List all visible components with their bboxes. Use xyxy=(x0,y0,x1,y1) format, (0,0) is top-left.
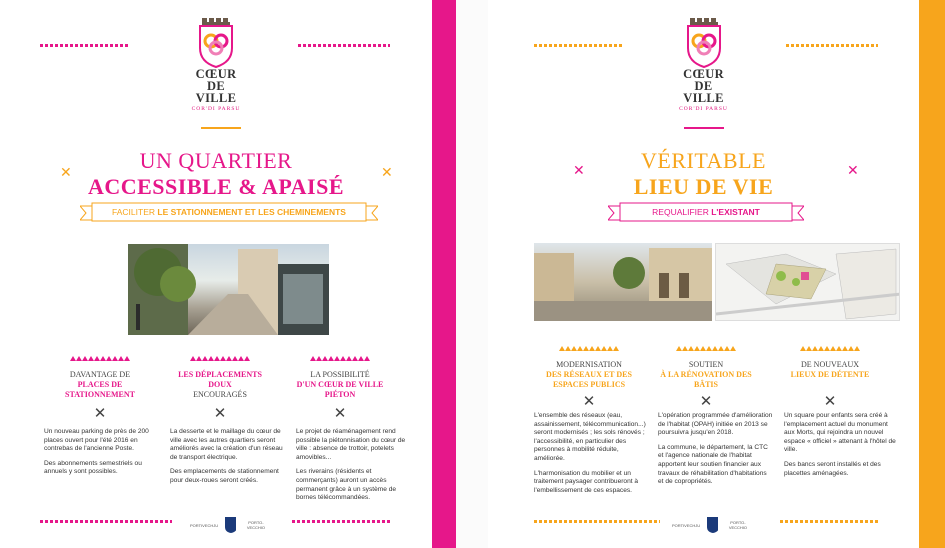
right-ribbon-text xyxy=(608,207,804,217)
ribbon-bold: LE STATIONNEMENT ET LES CHEMINEMENTS xyxy=(157,207,346,217)
zigzag-divider xyxy=(70,356,130,361)
paragraph: Des emplacements de stationnement pour deux-roues seront créés. xyxy=(170,468,279,484)
ribbon-normal: REQUALIFIER xyxy=(652,207,712,217)
col-heading-bold: À LA RÉNOVATION DES BÂTIS xyxy=(660,370,752,389)
left-ribbon xyxy=(80,202,378,224)
cross-icon: ✕ xyxy=(699,393,713,410)
ribbon-bold: L'EXISTANT xyxy=(711,207,760,217)
cross-icon: ✕ xyxy=(333,405,347,422)
brand-name-line1: CŒUR xyxy=(195,67,237,81)
cross-icon: ✕ xyxy=(381,164,393,180)
body-text-3 xyxy=(784,412,899,484)
paragraph: L'opération programmée d'amélioration de l'habitat (OPAH) initiée en 2013 se poursuivra jusqu'en 2018. xyxy=(658,412,773,437)
paragraph: Un square pour enfants sera créé à l'emplacement actuel du monument aux Morts, qui rejoindra un nouvel espace « officiel » attenant à l'hôtel de ville. xyxy=(784,412,896,454)
right-title-line1: VÉRITABLE xyxy=(641,148,766,173)
col-heading: LA POSSIBILITÉ xyxy=(310,370,370,379)
col-heading-bold: LIEUX DE DÉTENTE xyxy=(790,370,870,379)
zigzag-divider xyxy=(559,346,619,351)
col-heading: MODERNISATION xyxy=(556,360,622,369)
right-orange-band xyxy=(919,0,945,548)
ribbon-normal: FACILITER xyxy=(112,207,158,217)
street-photo-art xyxy=(128,244,329,335)
paragraph: Les riverains (résidents et commerçants) auront un accès permanent grâce à un système de bornes télécommandées. xyxy=(296,468,397,502)
logo-underline xyxy=(684,127,724,129)
cross-icon: ✕ xyxy=(93,405,107,422)
body-text-2 xyxy=(658,412,773,493)
col-heading: DAVANTAGE DE xyxy=(69,370,131,379)
bottom-dash-left xyxy=(40,520,172,523)
body-text-1 xyxy=(534,412,649,501)
zigzag-divider xyxy=(310,356,370,361)
paragraph: La desserte et le maillage du cœur de ville avec les autres quartiers seront améliorés avec la création d'un réseau de transport électrique. xyxy=(170,428,283,461)
brand-tagline: COR'DI PARSU xyxy=(679,106,728,112)
feature-col-1 xyxy=(541,342,637,410)
body-text-3 xyxy=(296,428,411,509)
footer-label: PORTIVECHJU xyxy=(190,522,219,528)
col-heading: ENCOURAGÉS xyxy=(193,390,247,399)
body-text-1 xyxy=(44,428,159,483)
paragraph: Le projet de réaménagement rend possible la piétonnisation du cœur de ville : absence de trottoir, potelets amovibles... xyxy=(296,428,406,461)
right-poster xyxy=(488,0,919,548)
paragraph: L'harmonisation du mobilier et un traitement paysager contribueront à l'embellissement de ces espaces. xyxy=(534,469,639,494)
zigzag-divider xyxy=(800,346,860,351)
top-dash-left xyxy=(534,44,622,47)
feature-col-1 xyxy=(52,352,148,422)
cross-icon: ✕ xyxy=(823,393,837,410)
left-title-line1: UN QUARTIER xyxy=(139,148,293,173)
col-heading: DE NOUVEAUX xyxy=(801,360,859,369)
left-magenta-band xyxy=(432,0,456,548)
brand-logo xyxy=(186,18,246,112)
paragraph: Un nouveau parking de près de 200 places ouvert pour l'été 2016 en contrebas de l'ancienne Poste. xyxy=(44,428,149,453)
bottom-dash-right xyxy=(292,520,392,523)
cross-icon: ✕ xyxy=(60,164,72,180)
crest-icon xyxy=(196,18,236,68)
city-crest-icon xyxy=(224,516,236,534)
right-ribbon xyxy=(608,202,804,224)
col-heading-bold: D'UN CŒUR DE VILLE PIÉTON xyxy=(296,380,384,399)
brand-name-line2: DE VILLE xyxy=(195,79,237,105)
paragraph: Des abonnements semestriels ou annuels y sont possibles. xyxy=(44,459,142,476)
bottom-dash-right xyxy=(780,520,880,523)
top-dash-right xyxy=(786,44,878,47)
zigzag-divider xyxy=(190,356,250,361)
city-crest-icon xyxy=(706,516,718,534)
col-heading-bold: DES RÉSEAUX ET DES ESPACES PUBLICS xyxy=(546,370,632,389)
crest-icon xyxy=(684,18,724,68)
footer-city: PORTO-VECCHIO xyxy=(728,520,748,530)
zigzag-divider xyxy=(676,346,736,351)
left-poster xyxy=(0,0,432,548)
feature-col-3 xyxy=(782,342,878,410)
brand-logo xyxy=(674,18,734,112)
footer-logos xyxy=(190,516,270,534)
left-title-line2: ACCESSIBLE & APAISÉ xyxy=(87,174,345,199)
street-photo xyxy=(128,244,329,335)
col-heading-bold: PLACES DE STATIONNEMENT xyxy=(65,380,135,399)
right-title-line2: LIEU DE VIE xyxy=(633,174,774,199)
col-heading: SOUTIEN xyxy=(688,360,724,369)
paragraph: La commune, le département, la CTC et l'agence nationale de l'habitat apportent leur soutien financier aux travaux de réhabilitation d'habitations et de copropriétés. xyxy=(658,443,768,486)
feature-col-2 xyxy=(658,342,754,410)
footer-label: PORTIVECHJU xyxy=(672,522,701,528)
square-photo-art xyxy=(534,243,712,321)
feature-col-3 xyxy=(292,352,388,422)
brand-name-line1: CŒUR xyxy=(683,67,724,81)
bottom-dash-left xyxy=(534,520,660,523)
top-dash-right xyxy=(298,44,390,47)
square-photo xyxy=(534,243,712,321)
top-dash-left xyxy=(40,44,128,47)
logo-underline xyxy=(201,127,241,129)
body-text-2 xyxy=(170,428,285,492)
cross-icon: ✕ xyxy=(847,162,859,178)
footer-city: PORTO-VECCHIO xyxy=(246,520,266,530)
cross-icon: ✕ xyxy=(213,405,227,422)
site-plan-art xyxy=(716,244,900,321)
paragraph: L'ensemble des réseaux (eau, assainissement, télécommunication...) seront modernisés ; les sols rénovés ; l'accessibilité, en particulier des personnes à mobilité réduite, améliorée. xyxy=(534,412,646,462)
cross-icon: ✕ xyxy=(582,393,596,410)
left-ribbon-text xyxy=(80,207,378,217)
footer-logos xyxy=(672,516,752,534)
feature-col-2 xyxy=(172,352,268,422)
page-gap xyxy=(456,0,488,548)
brand-tagline: COR'DI PARSU xyxy=(191,106,241,112)
paragraph: Des bancs seront installés et des placettes aménagées. xyxy=(784,460,881,477)
brand-name-line2: DE VILLE xyxy=(683,79,724,105)
col-heading-bold: LES DÉPLACEMENTS DOUX xyxy=(178,370,262,389)
site-plan xyxy=(715,243,900,321)
cross-icon: ✕ xyxy=(573,162,585,178)
